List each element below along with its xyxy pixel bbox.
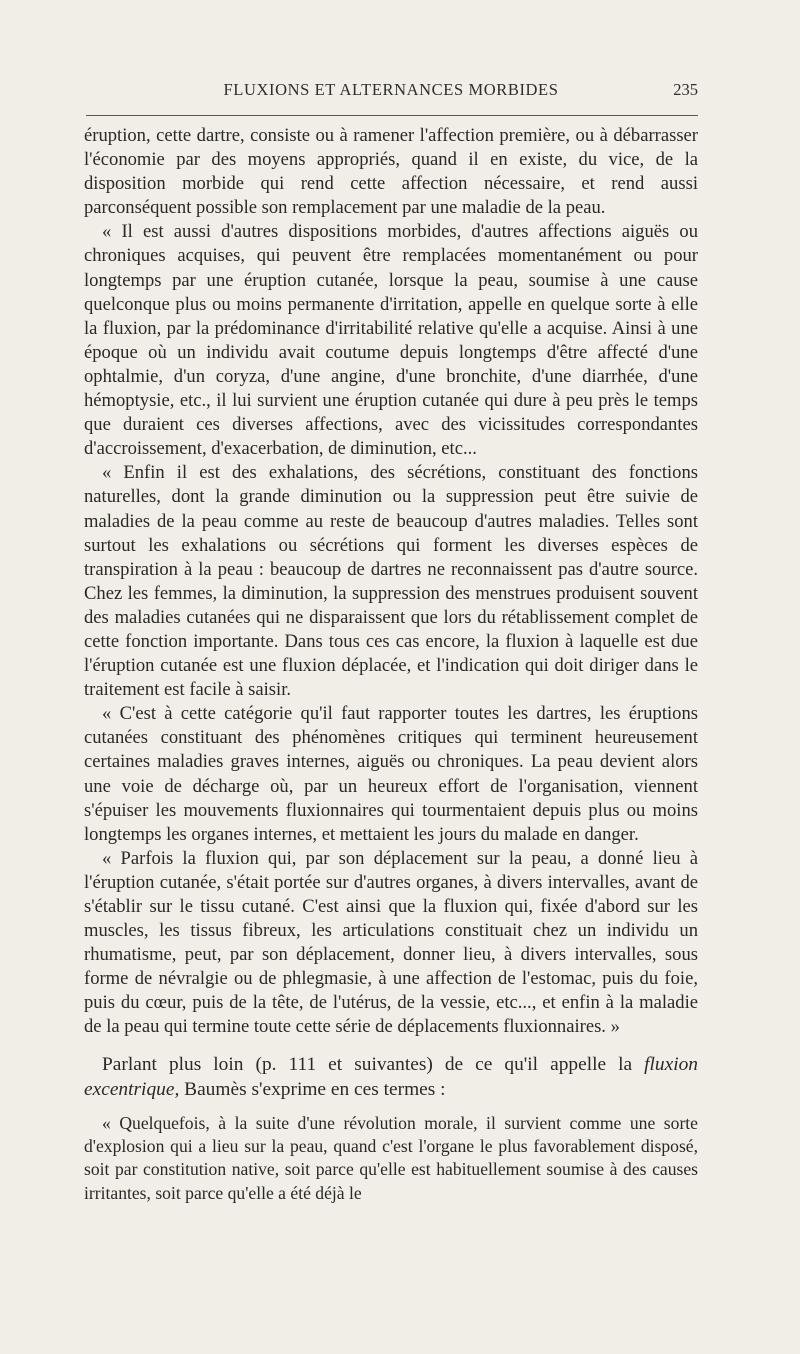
body-text (84, 124, 698, 1205)
paragraph-5: « Parfois la fluxion qui, par son déplacement sur la peau, a donné lieu à l'éruption cutanée, s'était portée sur d'autres organes, à divers intervalles, avant de s'établir sur le tissu cutané. C'est ainsi que la fluxion qui, fixée d'abord sur les muscles, les tissus fibreux, les articulations constituait chez un individu un rhumatisme, peut, par son déplacement, donner lieu, à divers intervalles, sous forme de névralgie ou de phlegmasie, à une affection de l'estomac, puis du foie, puis du cœur, puis de la tête, de l'utérus, de la vessie, etc..., et enfin à la maladie de la peau qui termine toute cette série de déplacements fluxionnaires. » (84, 847, 698, 1038)
page-number: 235 (673, 80, 698, 99)
quote-paragraph: « Quelquefois, à la suite d'une révolution morale, il survient comme une sorte d'explosion qui a lieu sur la peau, quand c'est l'organe le plus favorablement disposé, soit par constitution native, soit parce qu'elle est habituellement soumise à des causes irritantes, soit parce qu'elle a été déjà le (84, 1112, 698, 1203)
header-rule (86, 115, 698, 116)
paragraph-2: « Il est aussi d'autres dispositions morbides, d'autres affections aiguës ou chroniques acquises, qui peuvent être remplacées momentanément ou pour longtemps par une éruption cutanée, lorsque la peau, soumise à une cause quelconque plus ou moins permanente d'irritation, appelle en quelque sorte à elle la fluxion, par la prédominance d'irritabilité relative qu'elle a acquise. Ainsi à une époque où un individu avait coutume depuis longtemps d'être affecté d'une ophtalmie, d'un coryza, d'une angine, d'une bronchite, d'une diarrhée, d'une hémoptysie, etc., il lui survient une éruption cutanée qui dure à peu près le temps que duraient ces diverses affections, avec des vicissitudes correspondantes d'accroissement, d'exacerbation, de diminution, etc... (84, 221, 698, 460)
lead-paragraph (84, 1052, 698, 1102)
running-title: FLUXIONS ET ALTERNANCES MORBIDES (223, 80, 559, 99)
lead-text-1: Parlant plus loin (p. 111 et suivantes) de ce qu'il appelle la (102, 1053, 645, 1075)
lead-text-2: Baumès s'exprime en ces termes : (179, 1078, 446, 1100)
lead-italic-term: fluxion excentrique, (84, 1053, 698, 1100)
paragraph-1: éruption, cette dartre, consiste ou à ramener l'affection première, ou à débarrasser l'économie par des moyens appropriés, quand il en existe, du vice, de la disposition morbide qui rend cette affection nécessaire, et rend aussi parconséquent possible son remplacement par une maladie de la peau. (84, 125, 698, 219)
paragraph-4: « C'est à cette catégorie qu'il faut rapporter toutes les dartres, les éruptions cutanées constituant des phénomènes critiques qui terminent heureusement certaines maladies graves internes, aiguës ou chroniques. La peau devient alors une voie de décharge où, par un heureux effort de l'organisation, viennent s'épuiser les mouvements fluxionnaires qui tourmentaient depuis plus ou moins longtemps les organes internes, et mettaient les jours du malade en danger. (84, 703, 698, 845)
running-head (84, 80, 698, 104)
paragraph-3: « Enfin il est des exhalations, des sécrétions, constituant des fonctions naturelles, dont la grande diminution ou la suppression peut être suivie de maladies de la peau comme au reste de beaucoup d'autres maladies. Telles sont surtout les exhalations ou sécrétions qui forment les diverses espèces de transpiration à la peau : beaucoup de dartres ne reconnaissent pas d'autre source. Chez les femmes, la diminution, la suppression des menstrues produisent souvent des maladies cutanées qui ne disparaissent que lors du rétablissement complet de cette fonction importante. Dans tous ces cas encore, la fluxion à laquelle est due l'éruption cutanée est une fluxion déplacée, et l'indication qui doit diriger dans le traitement est facile à saisir. (84, 462, 698, 701)
